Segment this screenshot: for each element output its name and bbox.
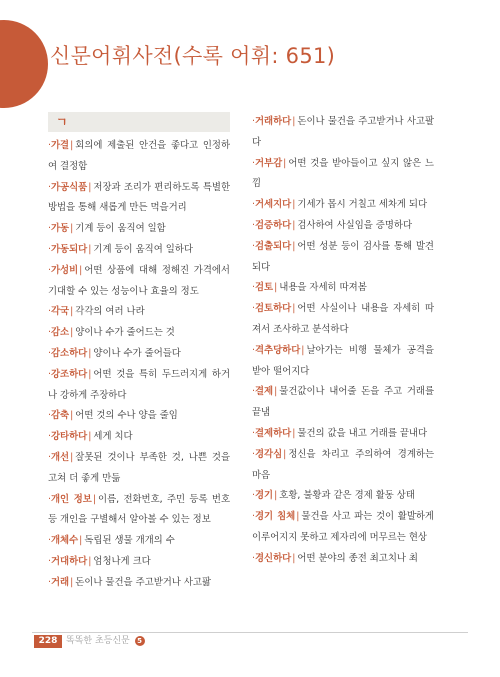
page-number: 228 [34, 635, 62, 648]
entry-word: 검출되다 [254, 240, 292, 252]
dictionary-entry [48, 406, 230, 427]
entry-word: 검증하다 [254, 219, 292, 231]
entry-definition: 물건의 값을 내고 거래를 끝내다 [297, 427, 428, 439]
entry-word: 강타하다 [50, 431, 88, 443]
dictionary-entry [252, 216, 434, 237]
entry-bullet: · [252, 344, 255, 356]
entry-definition: 어떤 분야의 종전 최고치나 최 [297, 552, 418, 564]
entry-separator: | [292, 427, 296, 439]
dictionary-entry [48, 302, 230, 323]
dictionary-entry [252, 299, 434, 341]
entry-definition: 날아가는 비행 물체가 공격을 받아 떨어지다 [252, 344, 434, 377]
entry-separator: | [292, 552, 296, 564]
volume-badge: 5 [135, 636, 145, 646]
entry-separator: | [70, 576, 74, 588]
dictionary-entry [48, 365, 230, 407]
entry-bullet: · [48, 306, 51, 318]
entry-word: 경기 침체 [254, 511, 296, 523]
entry-bullet: · [252, 386, 255, 398]
entry-definition: 돈이나 물건을 주고받거나 사고팔다 [252, 116, 434, 148]
entry-definition: 물건을 사고 파는 것이 활발하게 이루어지지 못하고 제자리에 머무르는 현상 [252, 511, 434, 543]
entry-bullet: · [48, 181, 51, 193]
entry-separator: | [274, 386, 278, 398]
entry-word: 거세지다 [254, 199, 292, 211]
entry-definition: 양이나 수가 줄어들다 [93, 347, 181, 359]
entry-bullet: · [252, 240, 255, 252]
entry-bullet: · [252, 427, 255, 439]
dictionary-entry [252, 112, 434, 154]
entry-definition: 호황, 불황과 같은 경제 활동 상태 [279, 490, 415, 502]
dictionary-entry [252, 195, 434, 216]
entry-word: 거부감 [254, 157, 283, 169]
dictionary-entry [48, 240, 230, 261]
entry-word: 각국 [50, 306, 70, 318]
entry-definition: 기계 등이 움직여 일하다 [93, 243, 193, 255]
decorative-circle [0, 20, 48, 108]
dictionary-entry [252, 237, 434, 279]
dictionary-entry [48, 531, 230, 552]
entry-definition: 저장과 조리가 편리하도록 특별한 방법을 통해 새롭게 만든 먹을거리 [48, 181, 230, 214]
entry-separator: | [79, 264, 83, 276]
entry-separator: | [70, 306, 74, 318]
entry-separator: | [274, 282, 278, 294]
dictionary-entry [48, 448, 230, 490]
entry-definition: 검사하여 사실임을 증명하다 [297, 219, 413, 231]
entry-bullet: · [252, 511, 255, 523]
entry-word: 가동 [50, 223, 70, 235]
footer-book [66, 635, 145, 648]
entry-separator: | [70, 451, 74, 463]
entry-separator: | [88, 431, 92, 443]
entry-word: 결제하다 [254, 427, 292, 439]
entry-word: 가성비 [50, 264, 79, 276]
entry-word: 가동되다 [50, 243, 88, 255]
dictionary-entry [252, 445, 434, 487]
dictionary-entry [252, 382, 434, 424]
footer-divider [32, 632, 468, 633]
dictionary-entry [48, 552, 230, 573]
entry-definition: 엄청나게 크다 [93, 555, 151, 567]
entry-definition: 독립된 생물 개개의 수 [84, 535, 175, 547]
entry-word: 거대하다 [50, 555, 88, 567]
entry-definition: 내용을 자세히 따져봄 [279, 282, 367, 294]
left-column [48, 112, 230, 594]
entry-definition: 잘못된 것이나 부족한 것, 나쁜 것을 고쳐 더 좋게 만듦 [48, 451, 230, 484]
entry-word: 개체수 [50, 535, 79, 547]
dictionary-entry [48, 344, 230, 365]
entry-definition: 각각의 여러 나라 [75, 306, 145, 318]
entry-bullet: · [48, 327, 51, 339]
entry-definition: 어떤 것을 특히 두드러지게 하거나 강하게 주장하다 [48, 368, 230, 401]
entry-separator: | [292, 219, 296, 231]
book-name: 똑똑한 초등신문 [66, 636, 130, 646]
entry-bullet: · [252, 552, 255, 564]
entry-bullet: · [48, 368, 51, 380]
entry-separator: | [283, 157, 287, 169]
left-entry-list [48, 136, 230, 594]
entry-bullet: · [252, 157, 255, 169]
dictionary-entry [252, 341, 434, 383]
entry-separator: | [292, 240, 296, 252]
entry-word: 경신하다 [254, 552, 292, 564]
entry-word: 개선 [50, 451, 70, 463]
dictionary-entry [48, 136, 230, 178]
entry-bullet: · [48, 140, 51, 151]
dictionary-entry [48, 219, 230, 240]
entry-bullet: · [48, 243, 51, 255]
entry-separator: | [79, 535, 83, 547]
entry-word: 가공식품 [50, 181, 88, 193]
dictionary-entry [48, 490, 230, 532]
entry-separator: | [88, 347, 92, 359]
entry-word: 결제 [254, 386, 274, 398]
entry-separator: | [292, 303, 296, 315]
entry-definition: 물건값이나 내어줄 돈을 주고 거래를 끝냄 [252, 386, 434, 419]
right-entry-list [252, 112, 434, 570]
section-letter-header: ㄱ [48, 112, 230, 132]
entry-separator: | [88, 555, 92, 567]
entry-bullet: · [252, 116, 255, 127]
entry-word: 격추당하다 [254, 344, 301, 356]
entry-definition: 기세가 몹시 거칠고 세차게 되다 [297, 199, 428, 211]
dictionary-entry [252, 154, 434, 196]
entry-definition: 세게 치다 [93, 431, 133, 443]
entry-separator: | [292, 116, 296, 127]
entry-bullet: · [48, 555, 51, 567]
dictionary-entry [252, 424, 434, 445]
entry-definition: 정신을 차리고 주의하여 경계하는 마음 [252, 448, 434, 481]
entry-word: 강조하다 [50, 368, 88, 380]
entry-separator: | [70, 140, 74, 151]
entry-separator: | [92, 493, 97, 505]
entry-separator: | [88, 181, 92, 193]
entry-word: 개인 정보 [50, 493, 92, 505]
entry-separator: | [70, 327, 74, 339]
entry-definition: 돈이나 물건을 주고받거나 사고팖 [75, 576, 212, 588]
entry-word: 감소하다 [50, 347, 88, 359]
entry-bullet: · [252, 448, 255, 460]
entry-word: 거래하다 [254, 116, 292, 127]
dictionary-entry [48, 427, 230, 448]
entry-separator: | [274, 490, 278, 502]
entry-definition: 기계 등이 움직여 일함 [75, 223, 166, 235]
entry-definition: 어떤 성분 등이 검사를 통해 발견되다 [252, 240, 434, 273]
dictionary-entry [48, 573, 230, 594]
entry-bullet: · [48, 431, 51, 443]
entry-word: 검토하다 [254, 303, 292, 315]
entry-separator: | [88, 243, 92, 255]
dictionary-entry [48, 178, 230, 220]
entry-bullet: · [48, 535, 51, 547]
entry-bullet: · [48, 576, 51, 588]
entry-bullet: · [48, 451, 51, 463]
dictionary-entry [252, 549, 434, 570]
entry-word: 감소 [50, 327, 70, 339]
entry-bullet: · [252, 282, 255, 294]
entry-separator: | [70, 410, 74, 422]
entry-word: 경기 [254, 490, 274, 502]
entry-separator: | [70, 223, 74, 235]
entry-separator: | [283, 448, 287, 460]
entry-definition: 어떤 사실이나 내용을 자세히 따져서 조사하고 분석하다 [252, 303, 434, 335]
entry-bullet: · [252, 199, 255, 211]
dictionary-entry [48, 323, 230, 344]
page-title: 신문어휘사전(수록 어휘: 651) [50, 44, 336, 68]
entry-definition: 어떤 것을 받아들이고 싶지 않은 느낌 [252, 157, 434, 190]
entry-separator: | [88, 368, 92, 380]
entry-separator: | [292, 199, 296, 211]
dictionary-entry [252, 507, 434, 549]
entry-separator: | [296, 511, 300, 523]
entry-separator: | [301, 344, 305, 356]
entry-word: 거래 [50, 576, 70, 588]
entry-definition: 어떤 상품에 대해 정해진 가격에서 기대할 수 있는 성능이나 효율의 정도 [48, 264, 230, 297]
entry-word: 감축 [50, 410, 70, 422]
entry-bullet: · [48, 264, 51, 276]
entry-word: 검토 [254, 282, 274, 294]
right-column [252, 112, 434, 570]
dictionary-entry [252, 278, 434, 299]
entry-definition: 어떤 것의 수나 양을 줄임 [75, 410, 178, 422]
entry-definition: 회의에 제출된 안건을 좋다고 인정하여 결정함 [48, 140, 230, 172]
entry-word: 경각심 [254, 448, 283, 460]
dictionary-entry [48, 261, 230, 303]
entry-word: 가결 [50, 140, 70, 151]
entry-definition: 이름, 전화번호, 주민 등록 번호 등 개인을 구별해서 알아볼 수 있는 정보 [48, 493, 230, 526]
entry-bullet: · [252, 490, 255, 502]
dictionary-entry [252, 486, 434, 507]
entry-definition: 양이나 수가 줄어드는 것 [75, 327, 175, 339]
entry-bullet: · [48, 223, 51, 235]
entry-bullet: · [48, 347, 51, 359]
entry-bullet: · [252, 219, 255, 231]
entry-bullet: · [48, 493, 51, 505]
entry-bullet: · [252, 303, 255, 315]
entry-bullet: · [48, 410, 51, 422]
